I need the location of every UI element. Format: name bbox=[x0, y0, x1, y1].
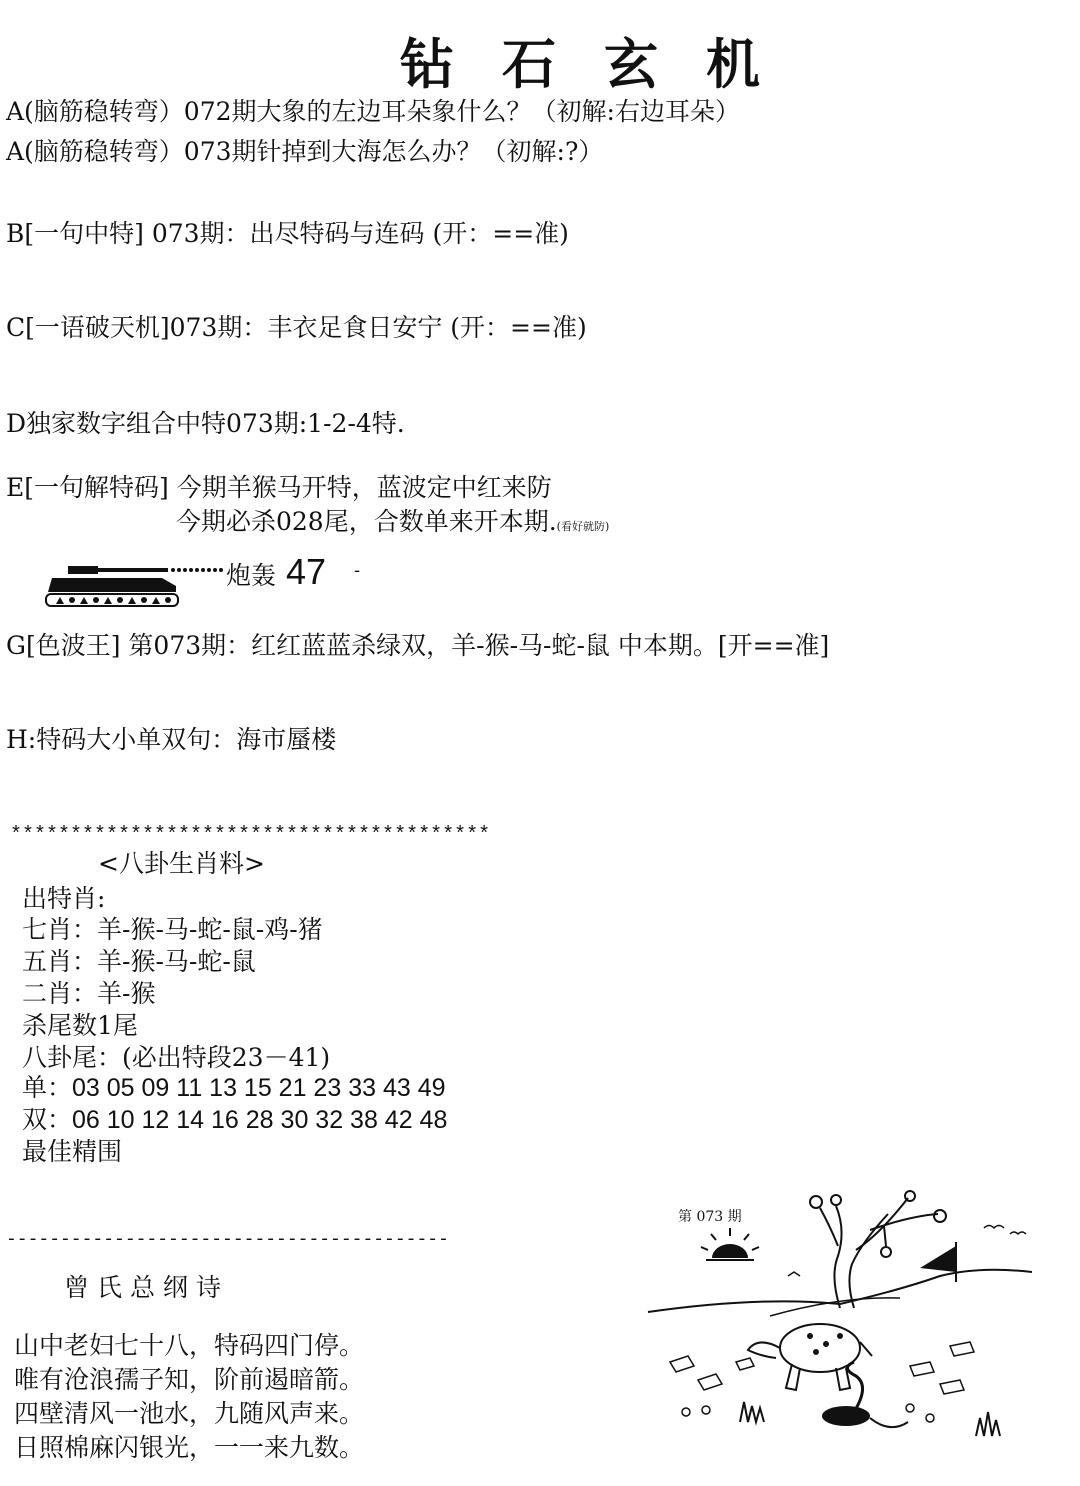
poem-line: 日照棉麻闪银光，一一来九数。 bbox=[14, 1433, 365, 1462]
line-a1: A(脑筋稳转弯）072期大象的左边耳朵象什么？（初解:右边耳朵） bbox=[6, 97, 740, 126]
cannon-dash: - bbox=[354, 560, 361, 581]
sketch-icon bbox=[640, 1186, 1040, 1456]
issue-label: 第 073 期 bbox=[678, 1209, 742, 1225]
cannon-number: 47 bbox=[286, 551, 327, 592]
bagua-item: 八卦尾：(必出特段23－41) bbox=[22, 1043, 331, 1072]
poem-line: 山中老妇七十八，特码四门停。 bbox=[14, 1331, 365, 1360]
snake-icon bbox=[822, 1362, 908, 1427]
cut-off-line: 最佳精围 bbox=[22, 1137, 123, 1166]
odd-numbers: 03 05 09 11 13 15 21 23 33 43 49 bbox=[72, 1074, 446, 1102]
line-a2: A(脑筋稳转弯）073期针掉到大海怎么办？（初解:?） bbox=[6, 137, 604, 166]
line-e1: E[一句解特码] 今期羊猴马开特，蓝波定中红来防 bbox=[6, 473, 552, 502]
line-e2-note: (看好就防) bbox=[556, 520, 610, 533]
bagua-item: 五肖：羊-猴-马-蛇-鼠 bbox=[22, 947, 256, 976]
poem-line: 四壁清风一池水，九随风声来。 bbox=[14, 1399, 365, 1428]
odd-label: 单： bbox=[22, 1073, 73, 1102]
poem-line: 唯有沧浪孺子知，阶前遏暗箭。 bbox=[14, 1365, 365, 1394]
dash-divider: ----------------------------------------- bbox=[6, 1230, 449, 1250]
riddle-illustration bbox=[640, 1186, 1040, 1456]
star-divider: **************************************** bbox=[10, 824, 491, 847]
tank-icon bbox=[42, 560, 232, 612]
bagua-heading: <八卦生肖料> bbox=[98, 849, 265, 878]
even-label: 双： bbox=[22, 1105, 73, 1134]
bagua-item: 杀尾数1尾 bbox=[22, 1011, 138, 1040]
elephant-icon bbox=[748, 1324, 872, 1390]
sun-icon bbox=[701, 1228, 759, 1260]
line-e2-text: 今期必杀028尾，合数单来开本期. bbox=[176, 507, 557, 536]
bagua-item: 七肖：羊-猴-马-蛇-鼠-鸡-猪 bbox=[22, 915, 323, 944]
line-e2 bbox=[176, 502, 609, 538]
tree-icon bbox=[810, 1191, 946, 1308]
page-title: 钻石玄机 bbox=[400, 33, 808, 96]
line-h: H:特码大小单双句：海市蜃楼 bbox=[6, 725, 337, 754]
line-d: D独家数字组合中特073期:1-2-4特. bbox=[6, 409, 405, 438]
poem-title: 曾氏总纲诗 bbox=[64, 1273, 230, 1302]
even-numbers-row bbox=[22, 1100, 447, 1136]
bagua-item: 二肖：羊-猴 bbox=[22, 979, 156, 1008]
bagua-item: 出特肖: bbox=[22, 884, 106, 913]
line-b: B[一句中特] 073期：出尽特码与连码 (开：==准) bbox=[6, 219, 569, 248]
even-numbers: 06 10 12 14 16 28 30 32 38 42 48 bbox=[72, 1106, 448, 1134]
cannon-label: 炮轰 bbox=[226, 561, 277, 590]
odd-numbers-row bbox=[22, 1068, 446, 1104]
line-g: G[色波王] 第073期：红红蓝蓝杀绿双，羊-猴-马-蛇-鼠 中本期。[开==准] bbox=[6, 631, 830, 660]
line-c: C[一语破天机]073期：丰衣足食日安宁 (开：==准) bbox=[6, 313, 587, 342]
